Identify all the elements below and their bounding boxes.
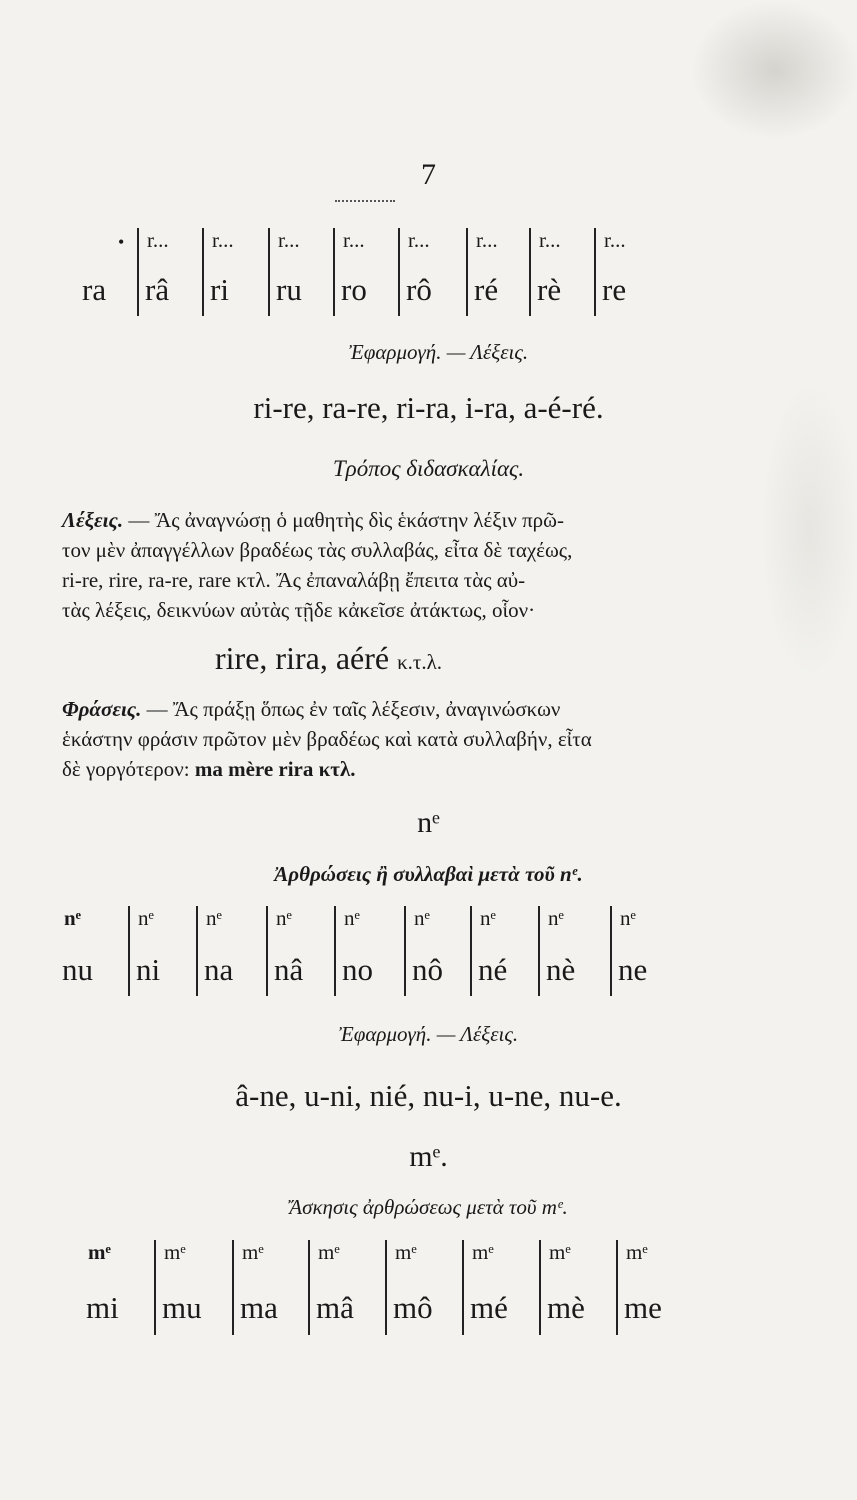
m-col-top: mᵉ <box>626 1240 648 1264</box>
r-col-top: r... <box>408 228 430 252</box>
n-col-top: nᵉ <box>548 906 564 930</box>
m-col-top: mᵉ <box>472 1240 494 1264</box>
r-col-top: r... <box>343 228 365 252</box>
n-col-top: nᵉ <box>276 906 292 930</box>
n-col-cell: nô <box>412 952 443 987</box>
n-col-cell: nu <box>62 952 93 987</box>
r-col-top: r... <box>539 228 561 252</box>
m-col-cell: mâ <box>316 1290 354 1325</box>
r-col-top: r... <box>604 228 626 252</box>
r-example <box>215 640 442 677</box>
m-col-cell: mô <box>393 1290 433 1325</box>
n-col-top: nᵉ <box>480 906 496 930</box>
column-divider <box>470 906 472 996</box>
n-col-top: nᵉ <box>138 906 154 930</box>
column-divider <box>196 906 198 996</box>
column-divider <box>529 228 531 316</box>
n-col-top: nᵉ <box>620 906 636 930</box>
n-col-top: nᵉ <box>206 906 222 930</box>
column-divider <box>538 906 540 996</box>
example-suffix: κ.τ.λ. <box>397 650 443 674</box>
column-divider <box>539 1240 541 1335</box>
column-divider <box>404 906 406 996</box>
n-col-cell: ne <box>618 952 648 987</box>
example-words: rire, rira, aéré <box>215 640 390 676</box>
m-section-title: mᵉ. <box>409 1140 448 1173</box>
r-col-top: r... <box>476 228 498 252</box>
paragraph-example: ma mère rira κτλ. <box>194 757 356 781</box>
column-divider <box>385 1240 387 1335</box>
column-divider <box>594 228 596 316</box>
r-paragraph-1 <box>62 505 572 625</box>
paragraph-line: τὰς λέξεις, δεικνύων αὐτὰς τῇδε κἀκεῖσε ἀτάκτως, οἷον· <box>62 598 536 622</box>
n-section-title: nᵉ <box>417 806 440 839</box>
m-col-cell: mi <box>86 1290 119 1325</box>
r-col-cell: rô <box>406 272 432 307</box>
r-col-cell: ri <box>210 272 229 307</box>
m-col-cell: ma <box>240 1290 278 1325</box>
paragraph-line: — Ἄς πράξῃ ὅπως ἐν ταῖς λέξεσιν, ἀναγινώσκων <box>141 697 561 721</box>
r-col-cell: rè <box>537 272 562 307</box>
m-col-top: mᵉ <box>395 1240 417 1264</box>
n-col-top: nᵉ <box>344 906 360 930</box>
column-divider <box>202 228 204 316</box>
r-first-top: • <box>118 232 125 252</box>
m-col-cell: mu <box>162 1290 202 1325</box>
m-col-cell: me <box>624 1290 662 1325</box>
paragraph-line: τον μὲν ἀπαγγέλλων βραδέως τὰς συλλαβάς, εἶτα δὲ ταχέως, <box>62 538 573 562</box>
column-divider <box>462 1240 464 1335</box>
r-first-cell: ra <box>82 272 107 307</box>
n-col-cell: ni <box>136 952 161 987</box>
column-divider <box>334 906 336 996</box>
r-col-top: r... <box>212 228 234 252</box>
n-col-top: nᵉ <box>64 906 82 930</box>
m-col-cell: mè <box>547 1290 585 1325</box>
column-divider <box>398 228 400 316</box>
n-col-top: nᵉ <box>414 906 430 930</box>
r-col-cell: ru <box>276 272 302 307</box>
n-col-cell: no <box>342 952 373 987</box>
column-divider <box>232 1240 234 1335</box>
n-col-cell: na <box>204 952 234 987</box>
column-divider <box>610 906 612 996</box>
paragraph-lead: Λέξεις. <box>62 508 124 532</box>
column-divider <box>137 228 139 316</box>
r-col-top: r... <box>147 228 169 252</box>
r-application-heading: Ἐφαρμογή. — Λέξεις. <box>348 340 529 364</box>
paragraph-line: δὲ γοργότερον: <box>62 757 195 781</box>
m-section-heading: Ἄσκησις ἀρθρώσεως μετὰ τοῦ mᵉ. <box>289 1195 568 1219</box>
n-section-heading: Ἀρθρώσεις ἢ συλλαβαὶ μετὰ τοῦ nᵉ. <box>274 862 583 886</box>
paragraph-line: — Ἄς ἀναγνώσῃ ὁ μαθητὴς δὶς ἑκάστην λέξιν πρῶ- <box>123 508 564 532</box>
n-application-heading: Ἐφαρμογή. — Λέξεις. <box>338 1022 519 1046</box>
m-col-top: mᵉ <box>88 1240 111 1264</box>
column-divider <box>308 1240 310 1335</box>
m-col-top: mᵉ <box>549 1240 571 1264</box>
column-divider <box>128 906 130 996</box>
r-col-cell: ro <box>341 272 367 307</box>
column-divider <box>268 228 270 316</box>
r-paragraph-2 <box>62 694 592 784</box>
column-divider <box>333 228 335 316</box>
n-col-cell: né <box>478 952 508 987</box>
page-number-rule <box>335 200 395 202</box>
paragraph-line: ri-re, rire, ra-re, rare κτλ. Ἄς ἐπαναλάβῃ ἔπειτα τὰς αὐ- <box>62 568 526 592</box>
m-col-top: mᵉ <box>242 1240 264 1264</box>
r-col-cell: ré <box>474 272 499 307</box>
m-col-top: mᵉ <box>318 1240 340 1264</box>
paragraph-lead: Φράσεις. <box>62 697 142 721</box>
column-divider <box>616 1240 618 1335</box>
m-col-cell: mé <box>470 1290 508 1325</box>
n-words: â-ne, u-ni, nié, nu-i, u-ne, nu-e. <box>235 1078 622 1113</box>
n-col-cell: nè <box>546 952 576 987</box>
page-number: 7 <box>421 158 436 191</box>
r-col-cell: râ <box>145 272 170 307</box>
n-col-cell: nâ <box>274 952 304 987</box>
column-divider <box>466 228 468 316</box>
r-words: ri-re, ra-re, ri-ra, i-ra, a-é-ré. <box>253 390 604 425</box>
column-divider <box>154 1240 156 1335</box>
column-divider <box>266 906 268 996</box>
r-col-top: r... <box>278 228 300 252</box>
paragraph-line: ἑκάστην φράσιν πρῶτον μὲν βραδέως καὶ κατὰ συλλαβήν, εἶτα <box>62 727 592 751</box>
r-method-heading: Τρόπος διδασκαλίας. <box>332 456 525 481</box>
r-col-cell: re <box>602 272 627 307</box>
m-col-top: mᵉ <box>164 1240 186 1264</box>
